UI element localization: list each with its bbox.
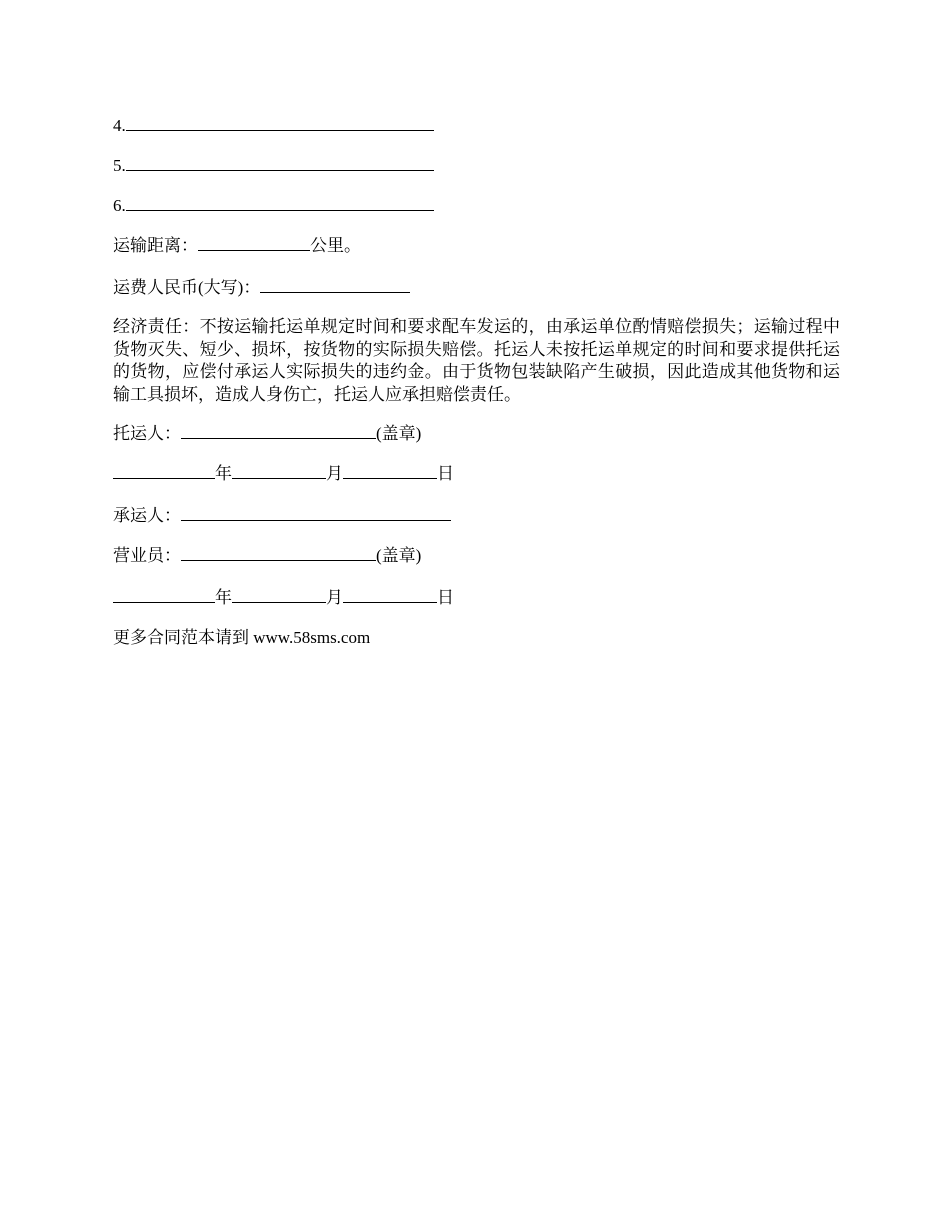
month-label: 月 bbox=[326, 588, 343, 607]
shipper-blank[interactable] bbox=[181, 422, 376, 439]
footer-note: 更多合同范本请到 www.58sms.com bbox=[113, 628, 371, 647]
salesperson-seal: (盖章) bbox=[376, 546, 422, 565]
item-number: 4. bbox=[113, 116, 126, 135]
fill-blank[interactable] bbox=[126, 114, 434, 131]
year-label: 年 bbox=[215, 464, 232, 483]
day-blank[interactable] bbox=[343, 462, 437, 479]
distance-line bbox=[113, 234, 361, 256]
fill-blank[interactable] bbox=[126, 154, 434, 171]
salesperson-line bbox=[113, 544, 421, 566]
freight-blank[interactable] bbox=[260, 276, 410, 293]
salesperson-blank[interactable] bbox=[181, 544, 376, 561]
shipper-label: 托运人： bbox=[113, 424, 181, 443]
carrier-line bbox=[113, 504, 451, 526]
shipper-line bbox=[113, 422, 421, 444]
month-blank[interactable] bbox=[232, 586, 326, 603]
month-blank[interactable] bbox=[232, 462, 326, 479]
distance-unit: 公里。 bbox=[310, 236, 361, 255]
salesperson-label: 营业员： bbox=[113, 546, 181, 565]
carrier-label: 承运人： bbox=[113, 506, 181, 525]
year-label: 年 bbox=[215, 588, 232, 607]
year-blank[interactable] bbox=[113, 462, 215, 479]
carrier-blank[interactable] bbox=[181, 504, 451, 521]
liability-paragraph: 经济责任：不按运输托运单规定时间和要求配车发运的，由承运单位酌情赔偿损失；运输过程中货物灭失、短少、损坏，按货物的实际损失赔偿。托运人未按托运单规定的时间和要求提供托运的货物，应偿付承运人实际损失的违约金。由于货物包装缺陷产生破损，因此造成其他货物和运输工具损坏，造成人身伤亡，托运人应承担赔偿责任。 bbox=[113, 317, 840, 404]
distance-blank[interactable] bbox=[198, 234, 310, 251]
date-line-shipper bbox=[113, 462, 454, 484]
freight-label: 运费人民币(大写)： bbox=[113, 278, 261, 297]
day-label: 日 bbox=[437, 588, 454, 607]
month-label: 月 bbox=[326, 464, 343, 483]
item-line-4 bbox=[113, 114, 434, 136]
day-label: 日 bbox=[437, 464, 454, 483]
year-blank[interactable] bbox=[113, 586, 215, 603]
item-number: 6. bbox=[113, 196, 126, 215]
distance-label: 运输距离： bbox=[113, 236, 198, 255]
freight-line bbox=[113, 276, 410, 298]
date-line-carrier bbox=[113, 586, 454, 608]
shipper-seal: (盖章) bbox=[376, 424, 422, 443]
day-blank[interactable] bbox=[343, 586, 437, 603]
fill-blank[interactable] bbox=[126, 194, 434, 211]
item-line-5 bbox=[113, 154, 434, 176]
item-number: 5. bbox=[113, 156, 126, 175]
item-line-6 bbox=[113, 194, 434, 216]
